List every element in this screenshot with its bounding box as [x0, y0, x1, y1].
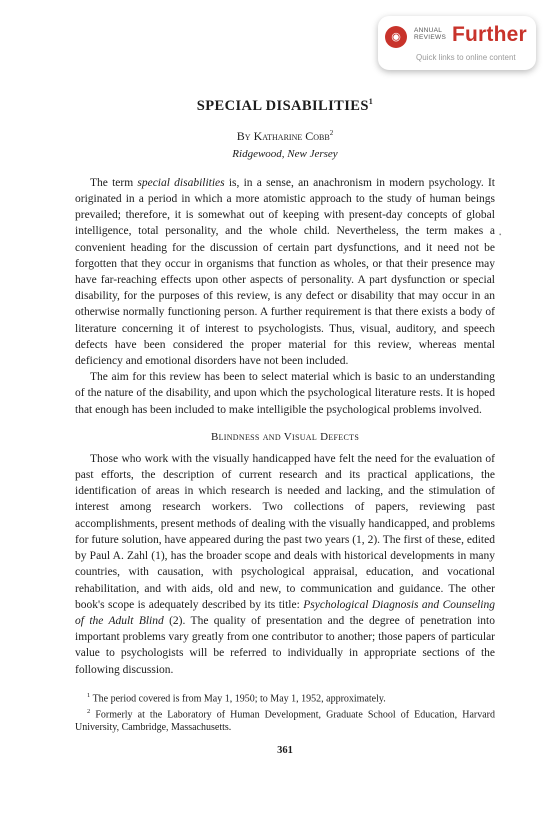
footnote-1-text: The period covered is from May 1, 1950; to May 1, 1952, approximately.	[90, 693, 386, 705]
footnote-1-mark: 1	[87, 691, 91, 699]
paragraph-intro-rest: is, in a sense, an anachronism in modern psychology. It originated in a period in which a more atomistic approach to the study of human beings prevailed; therefore, it is somewhat out of keeping with present-day concepts of global intelligence, total personality, and the whole child. Nevertheless, the term makes a convenient heading for the discussion of certain part dysfunctions, and it need not be forgotten that they occur in organisms that function as wholes, or that their presence may have far-reaching effects upon other aspects of personality. A part dysfunction or special disability, for the purposes of this review, is any defect or disability that may occur in an otherwise normally functioning person. A further requirement is that there exists a body of literature concerning it of interest to psychologists. Thus, visual, auditory, and speech defects have been considered the proper material for this review, whereas mental deficiency and emotional disorders have not been included.	[75, 176, 495, 368]
annual-reviews-further-badge[interactable]	[378, 16, 536, 70]
badge-annual-text: ANNUAL	[414, 27, 443, 34]
section-heading-blindness: Blindness and Visual Defects	[210, 430, 360, 443]
paragraph-blindness-rest: (2). The quality of presentation and the degree of penetration into important problems vary greatly from one contributor to another; those papers of particular value to psychologists will be referred to individually in appropriate sections of the following discussion.	[75, 614, 495, 676]
badge-reviews-text: REVIEWS	[414, 34, 447, 41]
footnote-2-mark: 2	[87, 708, 91, 716]
paragraph-aim: The aim for this review has been to select material which is basic to an understanding of the nature of the disability, and upon which the psychological literature rests. It is hoped that enough has been included to make intelligible the psychological problems involved.	[75, 371, 495, 416]
author-line	[75, 126, 495, 143]
badge-further-text: Further	[452, 23, 527, 46]
emphasis-special-disabilities: special disabilities	[137, 176, 225, 189]
footnote-2	[75, 705, 495, 734]
page-number: 361	[277, 745, 293, 757]
paragraph-intro-start: The term	[90, 176, 138, 189]
paragraph-blindness	[75, 451, 495, 678]
footnotes	[75, 689, 495, 735]
article-page	[75, 93, 495, 756]
footnote-2-text: Formerly at the Laboratory of Human Development, Graduate School of Education, Harvard University, Cambridge, Massachusetts.	[75, 709, 495, 734]
article-title	[75, 93, 495, 115]
title-footnote-ref[interactable]: 1	[368, 97, 374, 106]
book-title-emphasis: Psychological Diagnosis and Counseling of the Adult Blind	[75, 598, 496, 627]
annual-reviews-logo-icon: ◉	[385, 26, 407, 48]
badge-subtitle: Quick links to online content	[416, 53, 516, 62]
footnote-1	[75, 689, 495, 705]
author-footnote-ref[interactable]: 2	[329, 128, 334, 137]
author-affiliation: Ridgewood, New Jersey	[232, 147, 338, 160]
paragraph-blindness-start: Those who work with the visually handicapped have felt the need for the evaluation of past efforts, the description of current research and its practical applications, the identification of areas in which research is needed and lacking, and the stimulation of interest among research workers. Two collections of papers, reviewing past accomplishments, present methods of dealing with the visually handicapped, and problems for future solution, have appeared during the past two years (1, 2). The first of these, edited by Paul A. Zahl (1), has the broader scope and deals with historical developments in many countries, with causation, with psychological appraisal, education, and vocational rehabilitation, and with aids, old and new, to communication and guidance. The other book's scope is adequately described by its title:	[75, 452, 495, 611]
author-name: By Katharine Cobb	[236, 128, 330, 143]
margin-mark: •	[499, 231, 502, 239]
annual-reviews-wordmark	[414, 27, 446, 41]
title-text: SPECIAL DISABILITIES	[196, 97, 369, 114]
paragraph-intro	[75, 175, 495, 369]
